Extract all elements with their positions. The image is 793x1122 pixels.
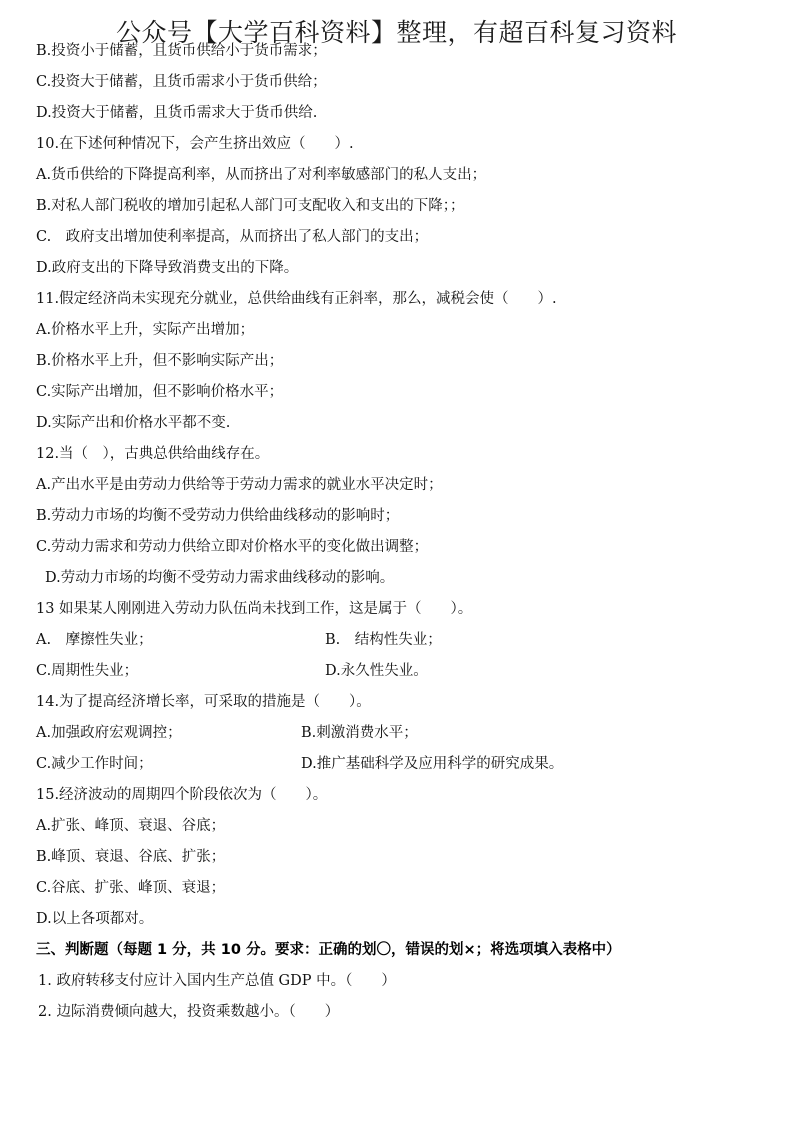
q15-option-d: D.以上各项都对。 [36,911,154,927]
q13-option-b: B. 结构性失业； [325,632,442,648]
q10-option-c: C. 政府支出增加使利率提高，从而挤出了私人部门的支出； [36,229,429,245]
q9-option-c: C.投资大于储蓄，且货币需求小于货币供给； [36,74,327,90]
q13-stem: 13 如果某人刚刚进入劳动力队伍尚未找到工作，这是属于（ ）。 [36,601,473,617]
q14-options-row-2 [36,749,756,780]
q11-stem: 11.假定经济尚未实现充分就业，总供给曲线有正斜率，那么，减税会使（ ）. [36,291,557,307]
exam-page [36,36,756,1028]
q15-option-a: A.扩张、峰顶、衰退、谷底； [36,818,226,834]
q14-options-row-1 [36,718,756,749]
q14-option-c: C.减少工作时间； [36,756,153,772]
q11-option-c: C.实际产出增加，但不影响价格水平； [36,384,284,400]
q12-option-c: C.劳动力需求和劳动力供给立即对价格水平的变化做出调整； [36,539,429,555]
q13-options-row-2 [36,656,756,687]
judgment-item-1: 1. 政府转移支付应计入国内生产总值 GDP 中。（ ） [38,973,396,989]
q10-option-d: D.政府支出的下降导致消费支出的下降。 [36,260,299,276]
q11-option-a: A.价格水平上升，实际产出增加； [36,322,255,338]
q11-option-d: D.实际产出和价格水平都不变. [36,415,231,431]
q12-stem: 12.当（ ），古典总供给曲线存在。 [36,446,270,462]
q9-option-b: B.投资小于储蓄，且货币供给小于货币需求； [36,43,327,59]
q14-option-b: B.刺激消费水平； [301,725,418,741]
q12-option-a: A.产出水平是由劳动力供给等于劳动力需求的就业水平决定时； [36,477,443,493]
q10-option-a: A.货币供给的下降提高利率，从而挤出了对利率敏感部门的私人支出； [36,167,487,183]
q15-option-b: B.峰顶、衰退、谷底、扩张； [36,849,226,865]
q12-option-b: B.劳动力市场的均衡不受劳动力供给曲线移动的影响时； [36,508,400,524]
q9-option-d: D.投资大于储蓄，且货币需求大于货币供给. [36,105,318,121]
q14-stem: 14.为了提高经济增长率，可采取的措施是（ ）。 [36,694,371,710]
q15-option-c: C.谷底、扩张、峰顶、衰退； [36,880,226,896]
watermark-title: 公众号【大学百科资料】整理，有超百科复习资料 [115,18,677,47]
judgment-item-2: 2. 边际消费倾向越大，投资乘数越小。（ ） [38,1004,340,1020]
q14-option-a: A.加强政府宏观调控； [36,725,182,741]
q13-option-d: D.永久性失业。 [325,663,428,679]
q14-option-d: D.推广基础科学及应用科学的研究成果。 [301,756,564,772]
q13-option-a: A. 摩擦性失业； [36,632,153,648]
q15-stem: 15.经济波动的周期四个阶段依次为（ ）。 [36,787,328,803]
section-3-heading: 三、判断题（每题 1 分，共 10 分。要求：正确的划〇，错误的划×；将选项填入表格中） [36,942,621,958]
q13-options-row-1 [36,625,756,656]
q13-option-c: C.周期性失业； [36,663,139,679]
q12-option-d: D.劳动力市场的均衡不受劳动力需求曲线移动的影响。 [45,570,395,586]
q10-option-b: B.对私人部门税收的增加引起私人部门可支配收入和支出的下降；； [36,198,465,214]
q10-stem: 10.在下述何种情况下，会产生挤出效应（ ）. [36,136,354,152]
q11-option-b: B.价格水平上升，但不影响实际产出； [36,353,284,369]
